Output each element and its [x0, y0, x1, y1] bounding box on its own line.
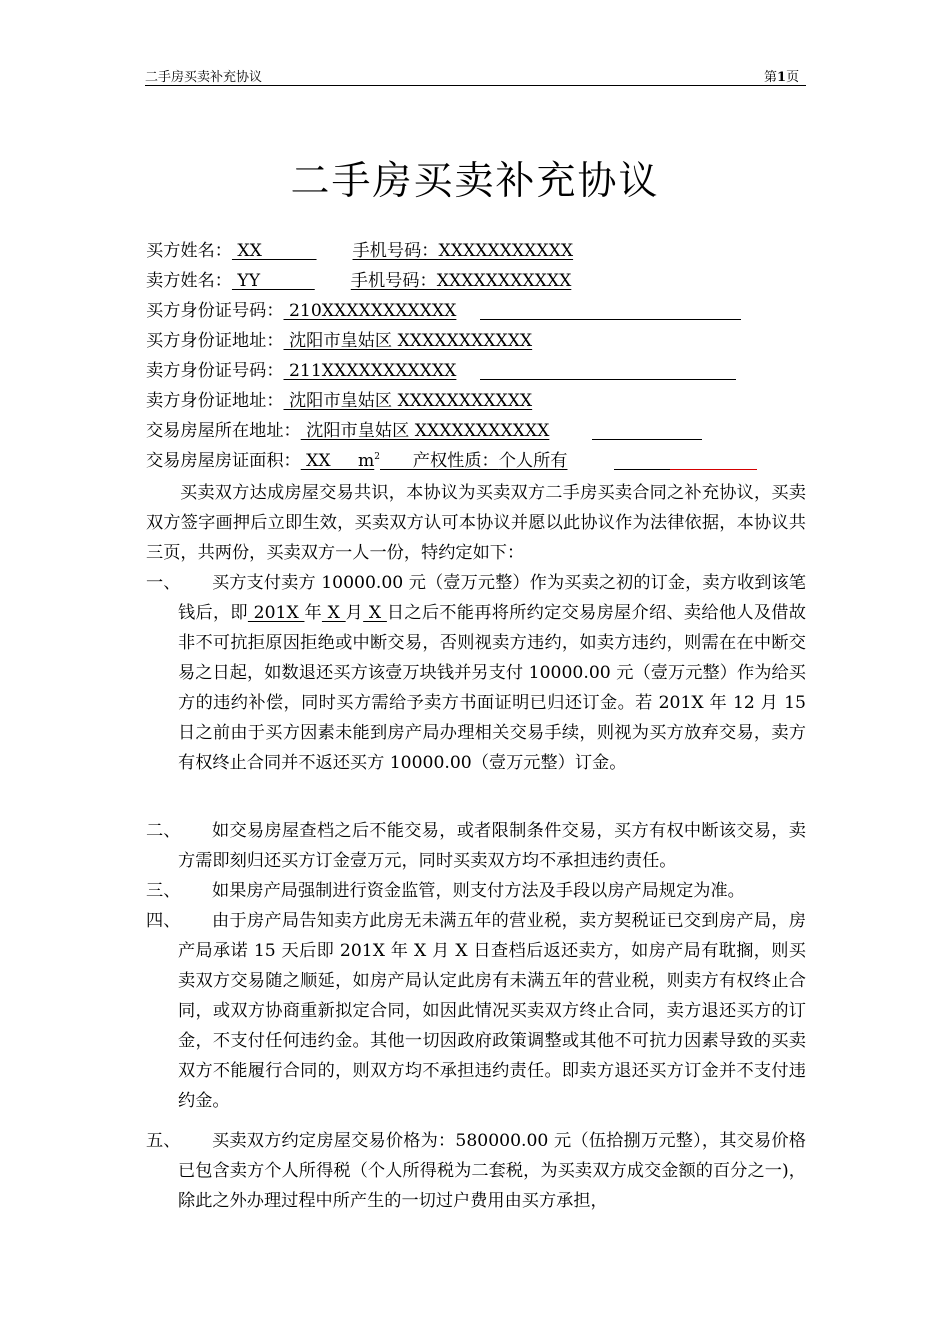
- buyer-id-label: 买方身份证号码：: [146, 301, 284, 321]
- clause-3-number: 三、: [146, 881, 181, 901]
- clause-4-number: 四、: [146, 911, 181, 931]
- house-addr-value: 沈阳市皇姑区 XXXXXXXXXXX: [300, 421, 550, 441]
- clause-2-number: 二、: [146, 821, 181, 841]
- area-label: 交易房屋房证面积：: [146, 451, 301, 471]
- page-number-value: 1: [777, 70, 787, 85]
- buyer-addr-value: 沈阳市皇姑区 XXXXXXXXXXX: [283, 331, 533, 351]
- clause-4-body: 由于房产局告知卖方此房无未满五年的营业税，卖方契税证已交到房产局，房产局承诺 15 天后即 201X 年 X 月 X 日查档后返还卖方，如房产局有耽搁，则买卖双方交易随之顺延，如房产局认定此房有未满五年的营业税，则卖方有权终止合同，或双方协商重新拟定合同，如因此情况买卖双方终止合同，卖方退还买方的订金，不支付任何违约金。其他一切因政府政策调整或其他不可抗力因素导致的买卖双方不能履行合同的，则双方均不承担违约责任。即卖方退还买方订金并不支付违约金。: [178, 911, 806, 1111]
- property-value: 个人所有: [498, 451, 568, 471]
- seller-id-value: 211XXXXXXXXXXX: [283, 361, 457, 381]
- clause-3: [146, 876, 806, 906]
- seller-id-label: 卖方身份证号码：: [146, 361, 284, 381]
- seller-addr-row: [146, 386, 532, 416]
- clause-1-month: X: [321, 603, 346, 623]
- buyer-addr-label: 买方身份证地址：: [146, 331, 284, 351]
- page-prefix: 第: [764, 70, 778, 85]
- clause-1-day: X: [363, 603, 387, 623]
- clause-1-number: 一、: [146, 573, 181, 593]
- house-addr-row: [146, 416, 549, 446]
- buyer-name-value: XX: [231, 241, 317, 261]
- area-row: [146, 446, 567, 476]
- page-suffix: 页: [786, 70, 800, 85]
- buyer-phone-value: XXXXXXXXXXX: [438, 241, 574, 261]
- seller-phone-value: XXXXXXXXXXX: [436, 271, 572, 291]
- seller-name-label: 卖方姓名：: [146, 271, 232, 291]
- seller-addr-label: 卖方身份证地址：: [146, 391, 284, 411]
- seller-addr-value: 沈阳市皇姑区 XXXXXXXXXXX: [283, 391, 533, 411]
- red-underline-mark: [670, 469, 757, 470]
- buyer-name-row: [146, 236, 573, 266]
- buyer-name-label: 买方姓名：: [146, 241, 232, 261]
- clause-2: [146, 816, 806, 876]
- buyer-id-row: [146, 296, 456, 326]
- buyer-id-value: 210XXXXXXXXXXX: [283, 301, 457, 321]
- buyer-addr-row: [146, 326, 532, 356]
- seller-name-row: [146, 266, 571, 296]
- buyer-id-underline: [480, 319, 741, 320]
- clause-5: [146, 1126, 806, 1216]
- clause-4: [146, 906, 806, 1116]
- area-value: XX m: [300, 451, 375, 471]
- clause-5-number: 五、: [146, 1131, 181, 1151]
- running-header-title: 二手房买卖补充协议: [145, 70, 263, 85]
- seller-name-value: YY: [231, 271, 315, 291]
- property-underline: [614, 469, 670, 470]
- seller-id-underline: [480, 379, 736, 380]
- intro-paragraph: 买卖双方达成房屋交易共识，本协议为买卖双方二手房买卖合同之补充协议，买卖双方签字画押后立即生效，买卖双方认可本协议并愿以此协议作为法律依据，本协议共三页，共两份，买卖双方一人一份，特约定如下：: [146, 483, 806, 563]
- clause-5-body: 买卖双方约定房屋交易价格为：580000.00 元（伍拾捌万元整），其交易价格已包含卖方个人所得税（个人所得税为二套税，为买卖双方成交金额的百分之一)，除此之外办理过程中所产生的一切过户费用由买方承担，: [178, 1131, 806, 1211]
- clause-1-part2: 日之后不能再将所约定交易房屋介绍、卖给他人及借故非不可抗拒原因拒绝或中断交易，否则视卖方违约，如卖方违约，则需在在中断交易之日起，如数退还买方该壹万块钱并另支付 10000.00 元（壹万元整）作为给买方的违约补偿，同时买方需给予卖方书面证明已归还订金。若 201X 年 12 月 15 日之前由于买方因素未能到房产局办理相关交易手续，则视为买方放弃交易，卖方有权终止合同并不返还买方 10000.00（壹万元整）订金。: [178, 603, 806, 773]
- clause-1-month-suffix: 月: [345, 603, 364, 623]
- header-divider: [145, 85, 806, 86]
- clause-3-body: 如果房产局强制进行资金监管，则支付方法及手段以房产局规定为准。: [212, 881, 745, 901]
- clause-2-body: 如交易房屋查档之后不能交易，或者限制条件交易，买方有权中断该交易，卖方需即刻归还买方订金壹万元，同时买卖双方均不承担违约责任。: [178, 821, 806, 871]
- seller-id-row: [146, 356, 456, 386]
- buyer-phone-label: 手机号码：: [352, 241, 439, 261]
- area-unit-sup: 2: [374, 452, 380, 462]
- page-number: [764, 66, 799, 85]
- seller-phone-label: 手机号码：: [350, 271, 437, 291]
- property-label: 产权性质：: [380, 451, 499, 471]
- clause-1: [146, 568, 806, 778]
- clause-1-year-suffix: 年: [304, 603, 322, 623]
- clause-1-year: 201X: [247, 603, 305, 623]
- clause-1-body: [178, 568, 806, 778]
- clause-1-part1: 买方支付卖方 10000.00 元（壹万元整）作为买卖之初的订金，卖方收到该笔钱后，即: [178, 573, 806, 623]
- house-addr-label: 交易房屋所在地址：: [146, 421, 301, 441]
- document-title: 二手房买卖补充协议: [290, 159, 660, 204]
- house-addr-underline: [592, 439, 702, 440]
